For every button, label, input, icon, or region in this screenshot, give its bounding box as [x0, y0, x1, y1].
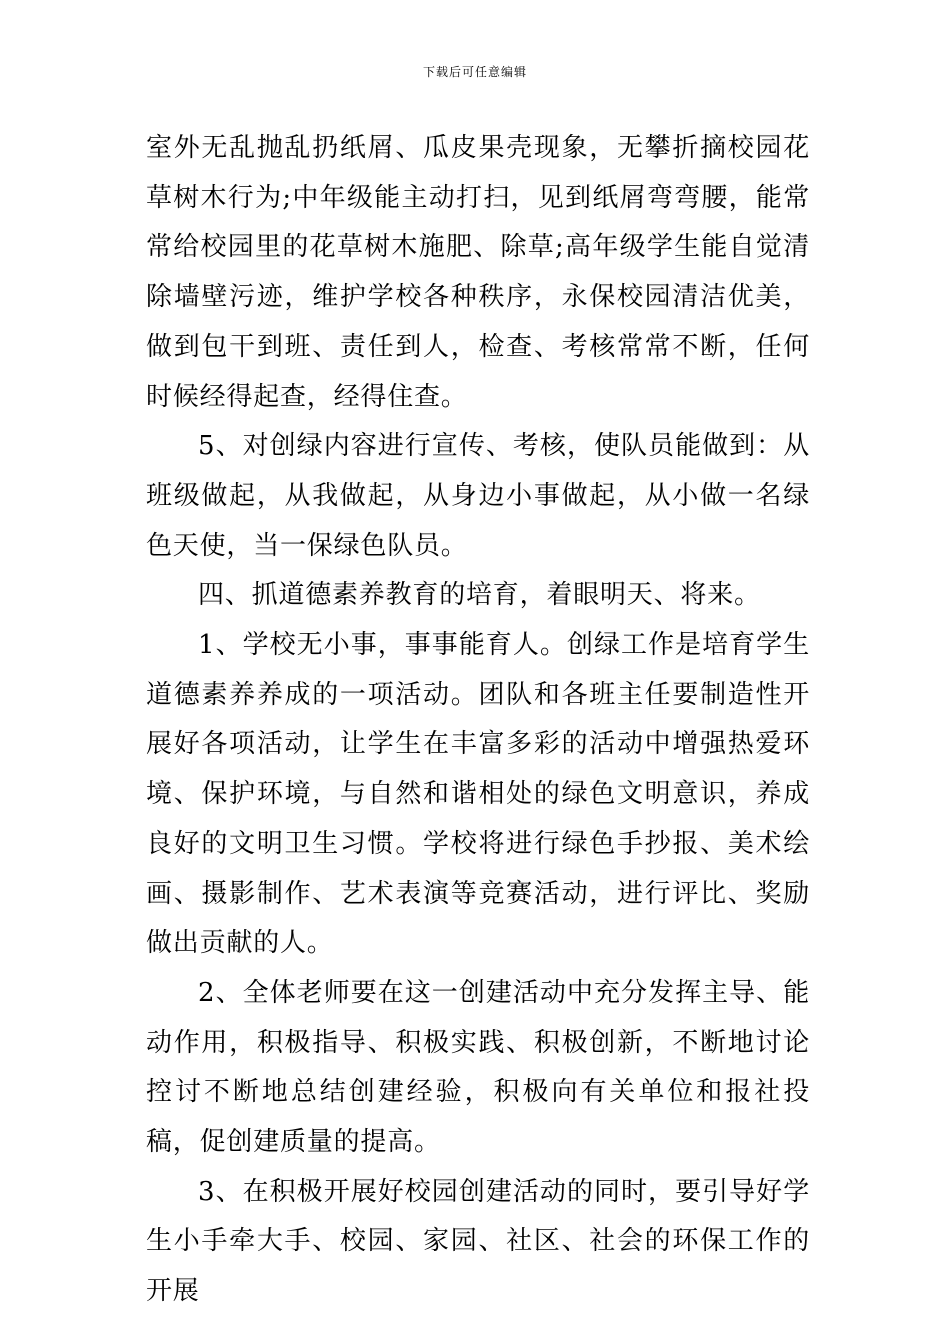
- paragraph-continuation: 室外无乱抛乱扔纸屑、瓜皮果壳现象，无攀折摘校园花草树木行为;中年级能主动打扫，见到纸屑弯弯腰，能常常给校园里的花草树木施肥、除草;高年级学生能自觉清除墙壁污迹，维护学校各种秩序，永保校园清洁优美，做到包干到班、责任到人，检查、考核常常不断，任何时候经得起查，经得住查。: [146, 133, 810, 412]
- paragraph-item-5: 5、对创绿内容进行宣传、考核，使队员能做到：从班级做起，从我做起，从身边小事做起，从小做一名绿色天使，当一保绿色队员。: [146, 431, 810, 561]
- paragraph-item-3: 3、在积极开展好校园创建活动的同时，要引导好学生小手牵大手、校园、家园、社区、社会的环保工作的开展: [146, 1176, 810, 1307]
- paragraph-item-2: 2、全体老师要在这一创建活动中充分发挥主导、能动作用，积极指导、积极实践、积极创新，不断地讨论控讨不断地总结创建经验，积极向有关单位和报社投稿，促创建质量的提高。: [146, 977, 810, 1158]
- page-header: 下载后可任意编辑: [422, 65, 527, 79]
- paragraph-item-1: 1、学校无小事，事事能育人。创绿工作是培育学生道德素养养成的一项活动。团队和各班主任要制造性开展好各项活动，让学生在丰富多彩的活动中增强热爱环境、保护环境，与自然和谐相处的绿色文明意识，养成良好的文明卫生习惯。学校将进行绿色手抄报、美术绘画、摄影制作、艺术表演等竞赛活动，进行评比、奖励做出贡献的人。: [146, 630, 810, 959]
- section-heading-four: 四、抓道德素养教育的培育，着眼明天、将来。: [198, 580, 761, 611]
- document-body: [146, 124, 810, 1317]
